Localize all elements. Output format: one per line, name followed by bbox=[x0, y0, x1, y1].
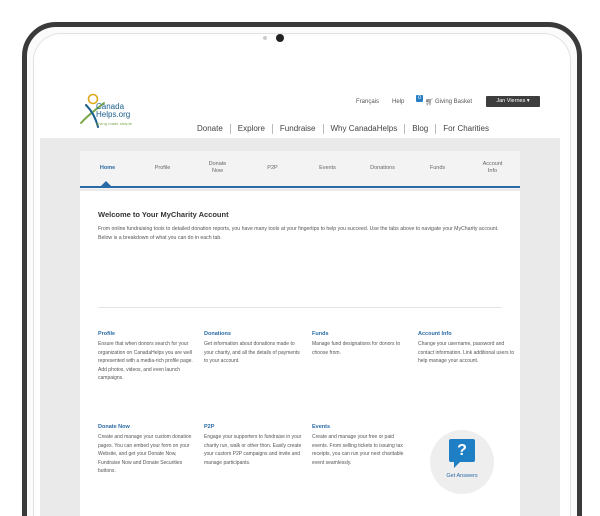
get-answers-label: Get Answers bbox=[446, 473, 478, 479]
nav-blog[interactable]: Blog bbox=[404, 124, 435, 134]
tab-p2p[interactable]: P2P bbox=[267, 164, 278, 171]
tab-donate-now-label: Donate Now bbox=[208, 161, 227, 174]
nav-for-charities[interactable]: For Charities bbox=[435, 124, 496, 134]
logo-tagline: giving made simple bbox=[96, 121, 133, 126]
nav-why-canadahelps[interactable]: Why CanadaHelps bbox=[323, 124, 405, 134]
question-bubble-icon: ? bbox=[449, 439, 475, 462]
page-title: Welcome to Your MyCharity Account bbox=[98, 210, 229, 219]
camera-icon bbox=[276, 34, 284, 42]
logo-line-1: Canada bbox=[96, 102, 125, 111]
card-title[interactable]: Donations bbox=[204, 331, 231, 337]
tab-profile[interactable]: Profile bbox=[154, 164, 171, 171]
divider bbox=[98, 307, 502, 308]
screen bbox=[40, 85, 560, 516]
nav-donate[interactable]: Donate bbox=[197, 124, 223, 133]
tabs-underline bbox=[80, 186, 520, 188]
language-link[interactable]: Français bbox=[356, 99, 380, 105]
card-body: Change your username, password and contact information. Link additional users to help manage your account. bbox=[418, 341, 515, 365]
card-body: Manage fund designations for donors to choose from. bbox=[312, 341, 401, 356]
tab-account-info[interactable] bbox=[465, 157, 520, 179]
user-menu-button[interactable]: Jan Viernes ▾ bbox=[486, 96, 540, 107]
bubble-tail bbox=[454, 462, 460, 468]
tab-account-info-label: Account Info bbox=[482, 161, 503, 174]
basket-count-badge: 0 bbox=[416, 95, 423, 102]
tabs-row bbox=[80, 157, 520, 179]
home-panel bbox=[80, 191, 520, 516]
info-card-funds bbox=[312, 331, 410, 357]
info-card-donations bbox=[204, 331, 302, 366]
card-title[interactable]: P2P bbox=[204, 424, 215, 430]
welcome-text: From online fundraising tools to detailed donation reports, you have many tools at your fingertips to help you succeed. Use the tabs above to navigate your MyCharity account. Below is a breakdown of what you can do in each tab. bbox=[98, 226, 499, 241]
tab-donations[interactable]: Donations bbox=[370, 164, 395, 171]
nav-explore[interactable]: Explore bbox=[230, 124, 272, 134]
card-title[interactable]: Profile bbox=[98, 331, 116, 337]
info-card-profile bbox=[98, 331, 196, 383]
tab-funds[interactable]: Funds bbox=[429, 164, 446, 171]
get-answers-button[interactable] bbox=[430, 430, 494, 494]
cart-icon: 🛒︎ bbox=[425, 99, 434, 106]
account-tabs bbox=[80, 151, 520, 189]
logo-text bbox=[96, 103, 132, 128]
tab-donate-now[interactable] bbox=[190, 157, 245, 179]
card-body: Create and manage your custom donation pages. You can embed your form on your Website, and get your Donate Now, Fundraise Now and Donate Securities buttons. bbox=[98, 434, 192, 475]
card-title[interactable]: Account Info bbox=[418, 331, 452, 337]
card-title[interactable]: Events bbox=[312, 424, 331, 430]
tab-events[interactable]: Events bbox=[319, 164, 336, 171]
nav-fundraise[interactable]: Fundraise bbox=[272, 124, 323, 134]
card-title[interactable]: Donate Now bbox=[98, 424, 130, 430]
card-body: Get information about donations made to your charity, and all the details of payments to your account. bbox=[204, 341, 300, 365]
site-header bbox=[40, 85, 560, 138]
card-body: Ensure that when donors search for your organization on CanadaHelps you are well represented with a media-rich profile page. Add photos, videos, and even launch campaigns. bbox=[98, 341, 193, 382]
card-body: Create and manage your free or paid events. From selling tickets to issuing tax receipts, you can run your next charitable event seamlessly. bbox=[312, 434, 404, 466]
card-body: Engage your supporters to fundraise in your charity run, walk or other thon. Easily create your custom P2P campaigns and invite and manage participants. bbox=[204, 434, 302, 466]
info-card-events bbox=[312, 424, 410, 467]
info-card-account-info bbox=[418, 331, 516, 366]
sensor-dot bbox=[263, 36, 267, 40]
main-nav bbox=[190, 122, 496, 136]
card-title[interactable]: Funds bbox=[312, 331, 329, 337]
info-card-p2p bbox=[204, 424, 302, 467]
basket-label: Giving Basket bbox=[435, 99, 473, 105]
tab-home[interactable]: Home bbox=[99, 164, 116, 171]
help-link[interactable]: Help bbox=[392, 99, 405, 105]
info-card-donate-now bbox=[98, 424, 196, 476]
logo-line-2: Helps.org bbox=[96, 110, 131, 119]
